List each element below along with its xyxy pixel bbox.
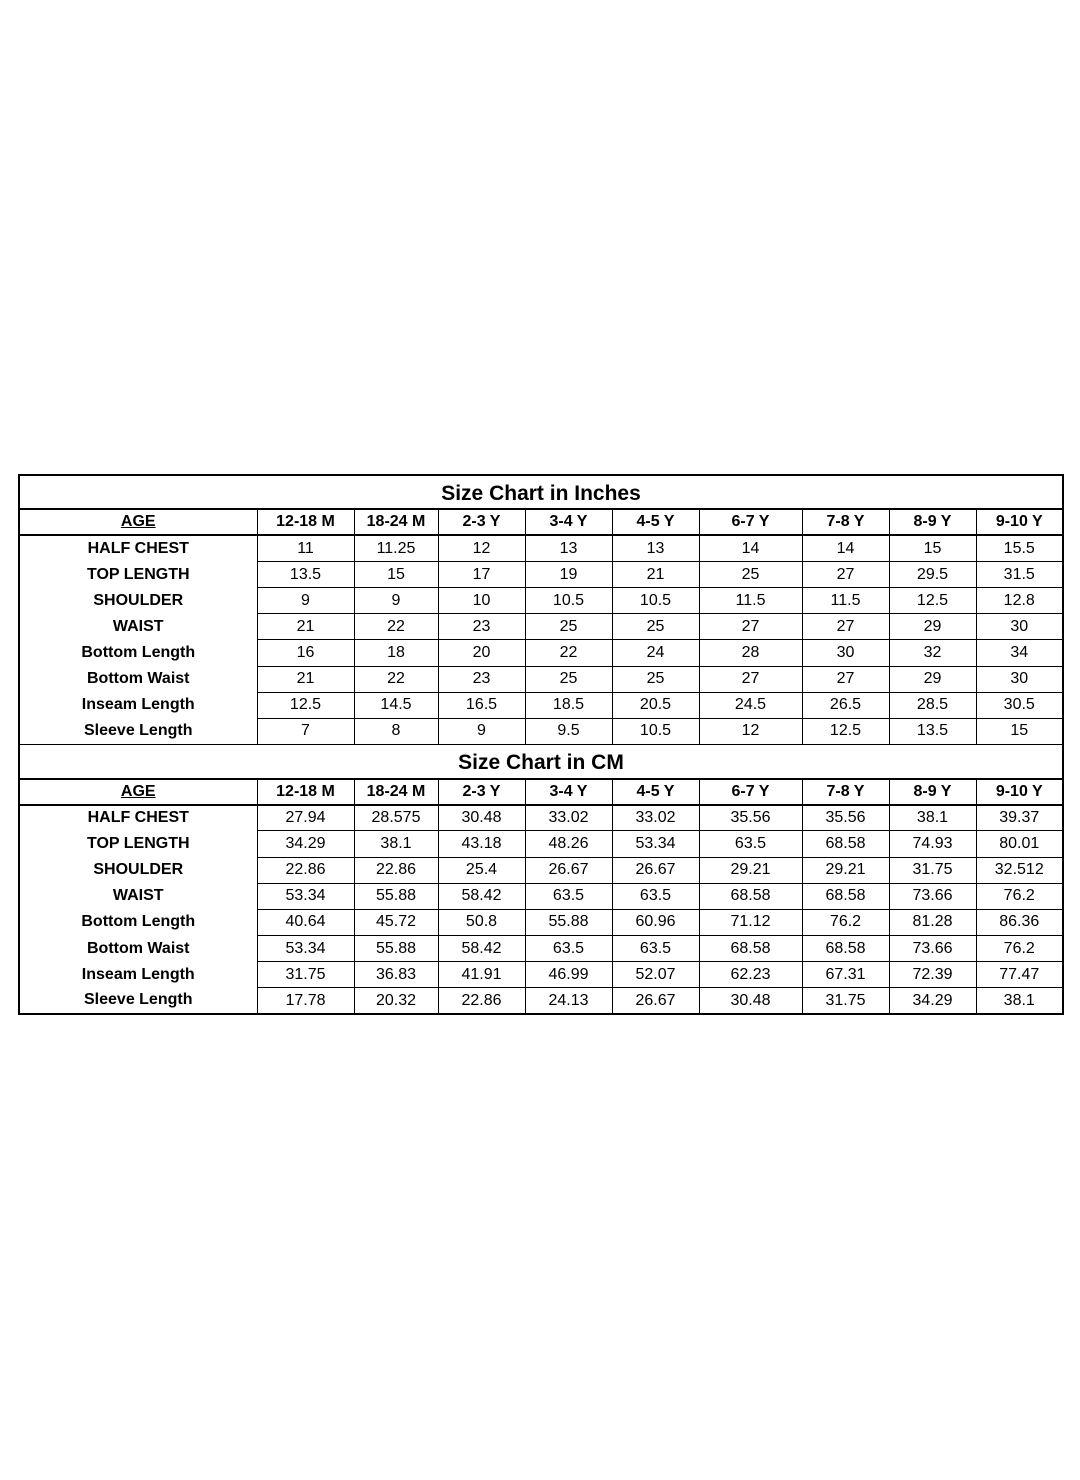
measurement-value: 41.91 (438, 962, 525, 988)
measurement-value: 7 (257, 718, 354, 744)
measurement-value: 12 (699, 718, 802, 744)
size-chart-table (18, 474, 1064, 1015)
measurement-value: 68.58 (699, 935, 802, 961)
measurement-value: 63.5 (612, 935, 699, 961)
measurement-value: 80.01 (976, 831, 1063, 857)
measurement-value: 9 (354, 588, 438, 614)
measurement-label: Bottom Length (19, 640, 257, 666)
measurement-value: 74.93 (889, 831, 976, 857)
measurement-value: 15.5 (976, 535, 1063, 561)
size-header-cell: 4-5 Y (612, 779, 699, 805)
size-header-cell: 6-7 Y (699, 509, 802, 535)
measurement-value: 22 (354, 614, 438, 640)
measurement-label: Inseam Length (19, 692, 257, 718)
measurement-value: 12 (438, 535, 525, 561)
measurement-value: 29 (889, 614, 976, 640)
measurement-value: 24.5 (699, 692, 802, 718)
measurement-value: 18.5 (525, 692, 612, 718)
measurement-value: 55.88 (354, 935, 438, 961)
measurement-row (19, 535, 1063, 561)
measurement-value: 15 (976, 718, 1063, 744)
measurement-value: 43.18 (438, 831, 525, 857)
measurement-value: 26.67 (525, 857, 612, 883)
measurement-value: 14 (699, 535, 802, 561)
age-header: AGE (19, 779, 257, 805)
measurement-label: SHOULDER (19, 857, 257, 883)
measurement-value: 53.34 (612, 831, 699, 857)
measurement-row (19, 561, 1063, 587)
measurement-value: 12.5 (257, 692, 354, 718)
measurement-value: 25 (612, 614, 699, 640)
size-header-cell: 4-5 Y (612, 509, 699, 535)
measurement-value: 73.66 (889, 935, 976, 961)
measurement-value: 62.23 (699, 962, 802, 988)
measurement-value: 33.02 (612, 805, 699, 831)
measurement-value: 26.5 (802, 692, 889, 718)
size-header-cell: 2-3 Y (438, 779, 525, 805)
measurement-value: 77.47 (976, 962, 1063, 988)
measurement-value: 21 (257, 666, 354, 692)
measurement-label: HALF CHEST (19, 805, 257, 831)
measurement-row (19, 909, 1063, 935)
size-header-cell: 3-4 Y (525, 779, 612, 805)
measurement-row (19, 692, 1063, 718)
section-title-row (19, 475, 1063, 509)
measurement-value: 81.28 (889, 909, 976, 935)
measurement-row (19, 588, 1063, 614)
size-header-cell: 9-10 Y (976, 779, 1063, 805)
measurement-value: 38.1 (976, 988, 1063, 1014)
measurement-row (19, 831, 1063, 857)
size-header-cell: 12-18 M (257, 779, 354, 805)
measurement-label: Sleeve Length (19, 988, 257, 1014)
measurement-value: 29.21 (699, 857, 802, 883)
measurement-value: 39.37 (976, 805, 1063, 831)
measurement-value: 27 (802, 666, 889, 692)
measurement-value: 24.13 (525, 988, 612, 1014)
measurement-value: 63.5 (699, 831, 802, 857)
size-header-cell: 8-9 Y (889, 779, 976, 805)
measurement-value: 50.8 (438, 909, 525, 935)
measurement-value: 31.5 (976, 561, 1063, 587)
size-header-cell: 3-4 Y (525, 509, 612, 535)
measurement-label: Sleeve Length (19, 718, 257, 744)
measurement-value: 48.26 (525, 831, 612, 857)
measurement-label: TOP LENGTH (19, 831, 257, 857)
measurement-value: 19 (525, 561, 612, 587)
measurement-value: 27 (802, 614, 889, 640)
measurement-label: Bottom Waist (19, 935, 257, 961)
measurement-value: 16.5 (438, 692, 525, 718)
measurement-value: 8 (354, 718, 438, 744)
measurement-value: 17.78 (257, 988, 354, 1014)
measurement-value: 20.32 (354, 988, 438, 1014)
size-header-cell: 9-10 Y (976, 509, 1063, 535)
measurement-value: 68.58 (699, 883, 802, 909)
measurement-value: 29.21 (802, 857, 889, 883)
measurement-value: 38.1 (889, 805, 976, 831)
measurement-value: 68.58 (802, 883, 889, 909)
measurement-label: Bottom Waist (19, 666, 257, 692)
measurement-value: 30 (976, 614, 1063, 640)
measurement-label: WAIST (19, 883, 257, 909)
measurement-value: 55.88 (354, 883, 438, 909)
measurement-value: 33.02 (525, 805, 612, 831)
measurement-row (19, 883, 1063, 909)
measurement-value: 9 (257, 588, 354, 614)
measurement-value: 38.1 (354, 831, 438, 857)
measurement-value: 11.5 (699, 588, 802, 614)
size-chart-body (19, 475, 1063, 1014)
measurement-value: 68.58 (802, 935, 889, 961)
measurement-value: 40.64 (257, 909, 354, 935)
measurement-value: 58.42 (438, 935, 525, 961)
measurement-value: 76.2 (802, 909, 889, 935)
measurement-value: 76.2 (976, 883, 1063, 909)
measurement-value: 73.66 (889, 883, 976, 909)
measurement-value: 29.5 (889, 561, 976, 587)
measurement-label: SHOULDER (19, 588, 257, 614)
measurement-value: 15 (889, 535, 976, 561)
measurement-value: 36.83 (354, 962, 438, 988)
measurement-value: 30 (976, 666, 1063, 692)
measurement-value: 23 (438, 614, 525, 640)
age-header: AGE (19, 509, 257, 535)
measurement-row (19, 614, 1063, 640)
measurement-value: 21 (257, 614, 354, 640)
measurement-value: 16 (257, 640, 354, 666)
size-header-cell: 6-7 Y (699, 779, 802, 805)
measurement-label: TOP LENGTH (19, 561, 257, 587)
section-title: Size Chart in CM (19, 744, 1063, 778)
measurement-value: 12.5 (889, 588, 976, 614)
measurement-value: 30.48 (699, 988, 802, 1014)
measurement-value: 63.5 (525, 883, 612, 909)
measurement-value: 13.5 (889, 718, 976, 744)
measurement-value: 9 (438, 718, 525, 744)
size-header-row (19, 509, 1063, 535)
measurement-value: 25 (612, 666, 699, 692)
measurement-value: 31.75 (257, 962, 354, 988)
measurement-row (19, 805, 1063, 831)
size-header-cell: 18-24 M (354, 779, 438, 805)
measurement-value: 32.512 (976, 857, 1063, 883)
measurement-value: 30.48 (438, 805, 525, 831)
measurement-label: Inseam Length (19, 962, 257, 988)
measurement-value: 25 (699, 561, 802, 587)
measurement-value: 17 (438, 561, 525, 587)
measurement-value: 68.58 (802, 831, 889, 857)
measurement-row (19, 640, 1063, 666)
section-title: Size Chart in Inches (19, 475, 1063, 509)
measurement-value: 52.07 (612, 962, 699, 988)
measurement-value: 35.56 (699, 805, 802, 831)
measurement-value: 20.5 (612, 692, 699, 718)
measurement-value: 25 (525, 666, 612, 692)
measurement-value: 22 (354, 666, 438, 692)
measurement-value: 14.5 (354, 692, 438, 718)
size-header-row (19, 779, 1063, 805)
measurement-row (19, 962, 1063, 988)
measurement-value: 10 (438, 588, 525, 614)
measurement-value: 27 (802, 561, 889, 587)
measurement-value: 22 (525, 640, 612, 666)
measurement-value: 10.5 (612, 588, 699, 614)
measurement-value: 28.575 (354, 805, 438, 831)
measurement-label: WAIST (19, 614, 257, 640)
measurement-value: 29 (889, 666, 976, 692)
measurement-value: 46.99 (525, 962, 612, 988)
measurement-value: 53.34 (257, 883, 354, 909)
measurement-value: 10.5 (525, 588, 612, 614)
measurement-value: 25 (525, 614, 612, 640)
measurement-value: 27 (699, 614, 802, 640)
size-header-cell: 7-8 Y (802, 779, 889, 805)
measurement-value: 31.75 (889, 857, 976, 883)
measurement-value: 67.31 (802, 962, 889, 988)
measurement-value: 13 (612, 535, 699, 561)
measurement-label: Bottom Length (19, 909, 257, 935)
measurement-value: 25.4 (438, 857, 525, 883)
measurement-value: 60.96 (612, 909, 699, 935)
measurement-value: 86.36 (976, 909, 1063, 935)
measurement-value: 34 (976, 640, 1063, 666)
measurement-value: 26.67 (612, 988, 699, 1014)
measurement-value: 11.25 (354, 535, 438, 561)
measurement-value: 10.5 (612, 718, 699, 744)
measurement-value: 30.5 (976, 692, 1063, 718)
size-header-cell: 2-3 Y (438, 509, 525, 535)
measurement-value: 18 (354, 640, 438, 666)
measurement-value: 55.88 (525, 909, 612, 935)
measurement-label: HALF CHEST (19, 535, 257, 561)
measurement-value: 26.67 (612, 857, 699, 883)
measurement-value: 22.86 (257, 857, 354, 883)
measurement-value: 58.42 (438, 883, 525, 909)
measurement-row (19, 666, 1063, 692)
measurement-value: 13.5 (257, 561, 354, 587)
measurement-value: 45.72 (354, 909, 438, 935)
measurement-value: 27 (699, 666, 802, 692)
measurement-value: 15 (354, 561, 438, 587)
measurement-row (19, 988, 1063, 1014)
measurement-value: 53.34 (257, 935, 354, 961)
measurement-value: 11.5 (802, 588, 889, 614)
measurement-row (19, 718, 1063, 744)
measurement-value: 22.86 (438, 988, 525, 1014)
measurement-value: 20 (438, 640, 525, 666)
measurement-value: 31.75 (802, 988, 889, 1014)
measurement-value: 11 (257, 535, 354, 561)
measurement-value: 14 (802, 535, 889, 561)
size-header-cell: 7-8 Y (802, 509, 889, 535)
measurement-value: 63.5 (612, 883, 699, 909)
section-title-row (19, 744, 1063, 778)
measurement-value: 30 (802, 640, 889, 666)
measurement-value: 24 (612, 640, 699, 666)
size-header-cell: 8-9 Y (889, 509, 976, 535)
measurement-value: 12.5 (802, 718, 889, 744)
measurement-value: 27.94 (257, 805, 354, 831)
measurement-value: 13 (525, 535, 612, 561)
measurement-value: 22.86 (354, 857, 438, 883)
measurement-value: 28 (699, 640, 802, 666)
measurement-value: 35.56 (802, 805, 889, 831)
measurement-value: 32 (889, 640, 976, 666)
measurement-row (19, 935, 1063, 961)
measurement-value: 9.5 (525, 718, 612, 744)
measurement-value: 34.29 (257, 831, 354, 857)
measurement-value: 72.39 (889, 962, 976, 988)
measurement-value: 34.29 (889, 988, 976, 1014)
size-header-cell: 18-24 M (354, 509, 438, 535)
measurement-value: 63.5 (525, 935, 612, 961)
size-header-cell: 12-18 M (257, 509, 354, 535)
measurement-value: 21 (612, 561, 699, 587)
measurement-row (19, 857, 1063, 883)
measurement-value: 76.2 (976, 935, 1063, 961)
measurement-value: 23 (438, 666, 525, 692)
measurement-value: 71.12 (699, 909, 802, 935)
measurement-value: 12.8 (976, 588, 1063, 614)
measurement-value: 28.5 (889, 692, 976, 718)
